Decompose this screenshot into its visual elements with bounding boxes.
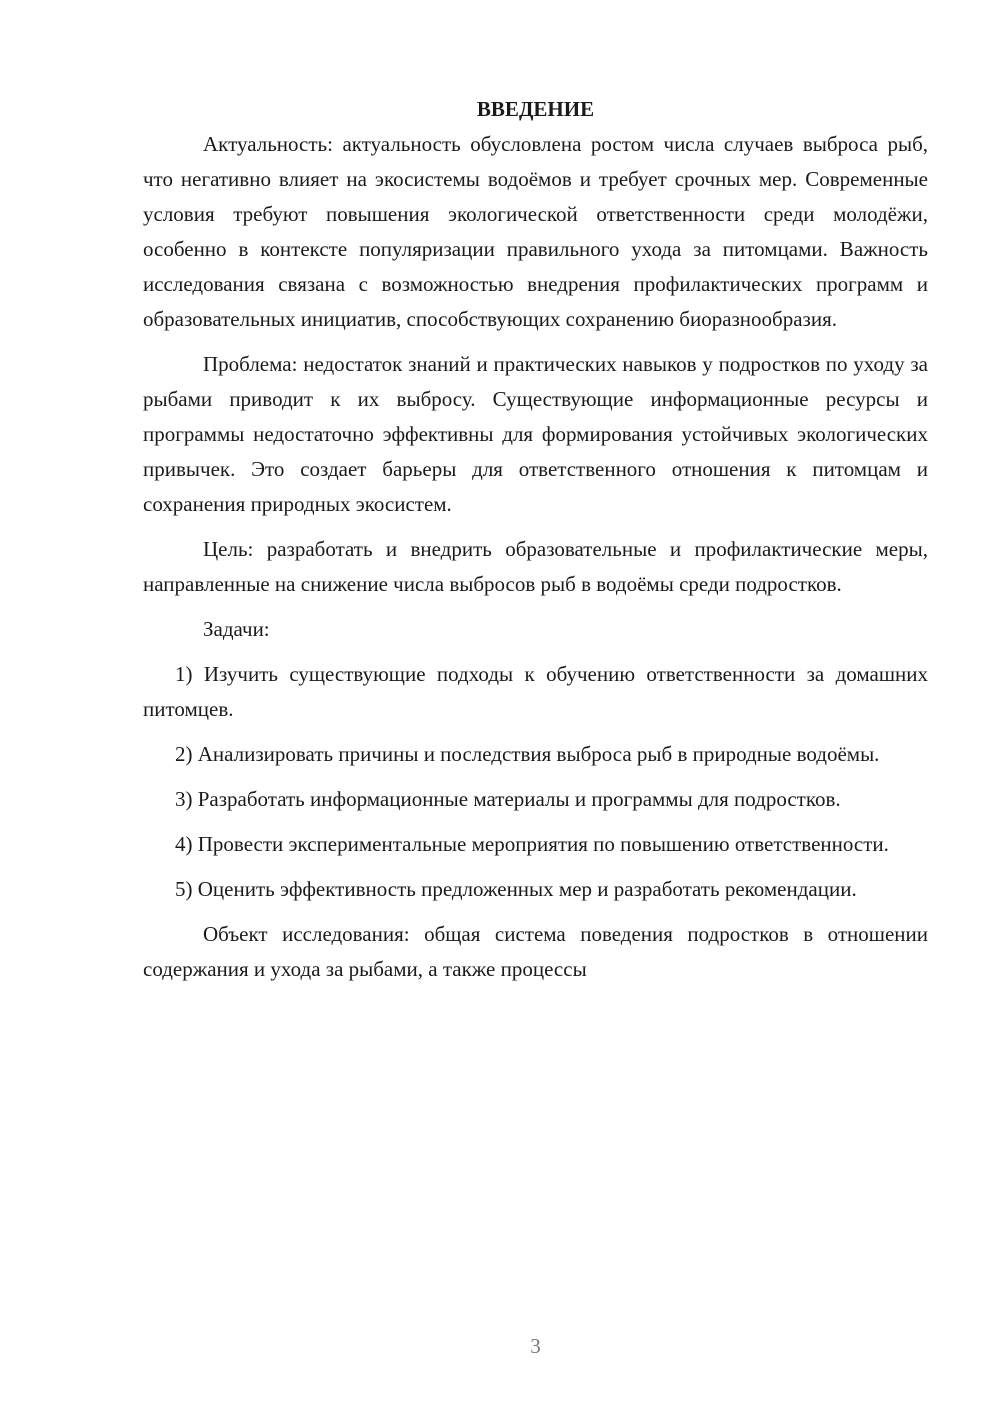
section-heading: ВВЕДЕНИЕ <box>476 97 595 121</box>
task-item: 4) Провести экспериментальные мероприятия по повышению ответственности. <box>175 832 889 856</box>
relevance-paragraph: Актуальность: актуальность обусловлена ростом числа случаев выброса рыб, что негативно влияет на экосистемы водоёмов и требует срочных мер. Современные условия требуют повышения экологической ответственности среди молодёжи, особенно в контексте популяризации правильного ухода за питомцами. Важность исследования связана с возможностью внедрения профилактических программ и образовательных инициатив, способствующих сохранению биоразнообразия. <box>143 132 928 331</box>
task-item: 3) Разработать информационные материалы и программы для подростков. <box>175 787 841 811</box>
task-item: 1) Изучить существующие подходы к обучению ответственности за домашних питомцев. <box>143 662 928 721</box>
tasks-label: Задачи: <box>203 617 270 641</box>
task-item: 5) Оценить эффективность предложенных мер и разработать рекомендации. <box>175 877 857 901</box>
object-paragraph: Объект исследования: общая система поведения подростков в отношении содержания и ухода за рыбами, а также процессы <box>143 922 928 981</box>
tasks-list <box>143 657 928 907</box>
page-number: 3 <box>530 1334 541 1358</box>
document-page <box>143 92 928 997</box>
goal-paragraph: Цель: разработать и внедрить образовательные и профилактические меры, направленные на снижение числа выбросов рыб в водоёмы среди подростков. <box>143 537 928 596</box>
task-item: 2) Анализировать причины и последствия выброса рыб в природные водоёмы. <box>175 742 880 766</box>
problem-paragraph: Проблема: недостаток знаний и практических навыков у подростков по уходу за рыбами приводит к их выбросу. Существующие информационные ресурсы и программы недостаточно эффективны для формирования устойчивых экологических привычек. Это создает барьеры для ответственного отношения к питомцам и сохранения природных экосистем. <box>143 352 928 516</box>
